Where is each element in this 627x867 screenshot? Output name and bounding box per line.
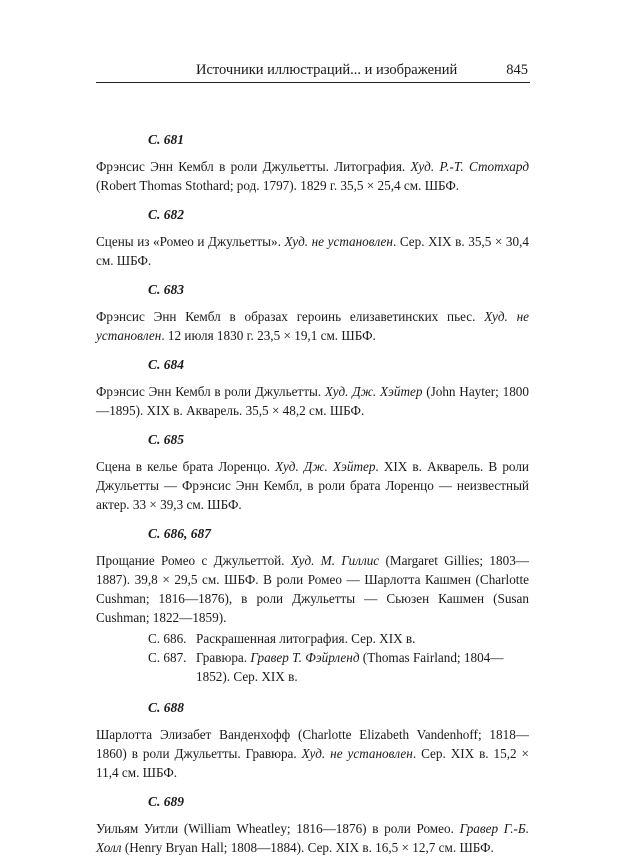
header-rule — [96, 82, 530, 83]
entry-description — [96, 457, 529, 514]
artist-credit: Худ. Р.-Т. Стотхард — [410, 159, 529, 174]
entry-text: Сцены из «Ромео и Джульетты». — [96, 234, 285, 249]
running-head-title: Источники иллюстраций... и изображений — [196, 62, 458, 78]
entry-text: (John Hayter; 1800—1895). XIX в. Акварель. 35,5 × 48,2 см. ШБФ. — [96, 384, 529, 418]
entry-text: Сцена в келье брата Лоренцо. — [96, 459, 276, 474]
entry-heading: С. 688 — [148, 700, 185, 715]
entry-text: . Сер. XIX в. 35,5 × 30,4 см. ШБФ. — [96, 234, 530, 268]
entry-text: Фрэнсис Энн Кембл в роли Джульетты. Литография. — [96, 159, 411, 174]
entry-text: (Robert Thomas Stothard; род. 1797). 1829 г. 35,5 × 25,4 см. ШБФ. — [96, 178, 460, 193]
entry-description — [96, 551, 529, 627]
entry-text: (Margaret Gillies; 1803—1887). 39,8 × 29,5 см. ШБФ. В роли Ромео — Шарлотта Кашмен (Charlotte Cushman; 1816—1876), в роли Джульетты — Сьюзен Кашмен (Susan Cushman; 1822—1859). — [96, 553, 529, 625]
entry-description — [96, 382, 529, 420]
entry-text: (Thomas Fairland; 1804—1852). Сер. XIX в. — [196, 650, 504, 684]
artist-credit: Худ. Дж. Хэйтер — [275, 459, 376, 474]
entry-text: . XIX в. Акварель. В роли Джульетты — Фрэнсис Энн Кембл, в роли брата Лоренцо — неизвестный актер. 33 × 39,3 см. ШБФ. — [96, 459, 529, 512]
entry-heading: С. 685 — [148, 432, 185, 447]
entry-text: . 12 июля 1830 г. 23,5 × 19,1 см. ШБФ. — [161, 328, 376, 343]
entry-heading: С. 686, 687 — [148, 526, 212, 541]
artist-credit: Худ. М. Гиллис — [290, 553, 380, 568]
sub-entry-label: С. 687. — [148, 650, 187, 665]
entry-heading: С. 681 — [148, 132, 185, 147]
page-number: 845 — [506, 62, 528, 78]
entry-description — [96, 725, 529, 782]
sub-entry-label: С. 686. — [148, 631, 187, 646]
entry-text: Уильям Уитли (William Wheatley; 1816—1876) в роли Ромео. — [96, 821, 460, 836]
entry-description — [96, 157, 529, 195]
artist-credit: Худ. Дж. Хэйтер — [324, 384, 423, 399]
artist-credit: Худ. не установлен — [284, 234, 393, 249]
entry-text: Фрэнсис Энн Кембл в роли Джульетты. — [96, 384, 325, 399]
entry-text: (Henry Bryan Hall; 1808—1884). Сер. XIX в. 16,5 × 12,7 см. ШБФ. — [121, 840, 494, 855]
entry-text: Шарлотта Элизабет Ванденхофф (Charlotte Elizabeth Vandenhoff; 1818—1860) в роли Джульетты. Гравюра. — [96, 727, 529, 761]
entry-text: Гравюра. — [196, 650, 251, 665]
entry-text: Раскрашенная литография. Сер. XIX в. — [196, 631, 416, 646]
artist-credit: Гравер Т. Фэйрленд — [250, 650, 360, 665]
sub-entry — [96, 629, 529, 648]
entry-heading: С. 689 — [148, 794, 185, 809]
sub-entries — [96, 629, 529, 686]
entries-list — [96, 130, 529, 867]
entry-text: Фрэнсис Энн Кембл в образах героинь елизаветинских пьес. — [96, 309, 485, 324]
entry-text: . Сер. XIX в. 15,2 × 11,4 см. ШБФ. — [96, 746, 529, 780]
sub-entry — [96, 648, 529, 686]
running-head — [96, 62, 530, 82]
artist-credit: Худ. не установлен — [96, 309, 529, 343]
entry-description — [96, 232, 529, 270]
entry-heading: С. 683 — [148, 282, 185, 297]
entry-description — [96, 307, 529, 345]
entry-heading: С. 682 — [148, 207, 185, 222]
artist-credit: Гравер Г.-Б. Холл — [96, 821, 529, 855]
entry-heading: С. 684 — [148, 357, 185, 372]
entry-description — [96, 819, 529, 857]
entry-text: Прощание Ромео с Джульеттой. — [96, 553, 291, 568]
artist-credit: Худ. не установлен — [301, 746, 413, 761]
